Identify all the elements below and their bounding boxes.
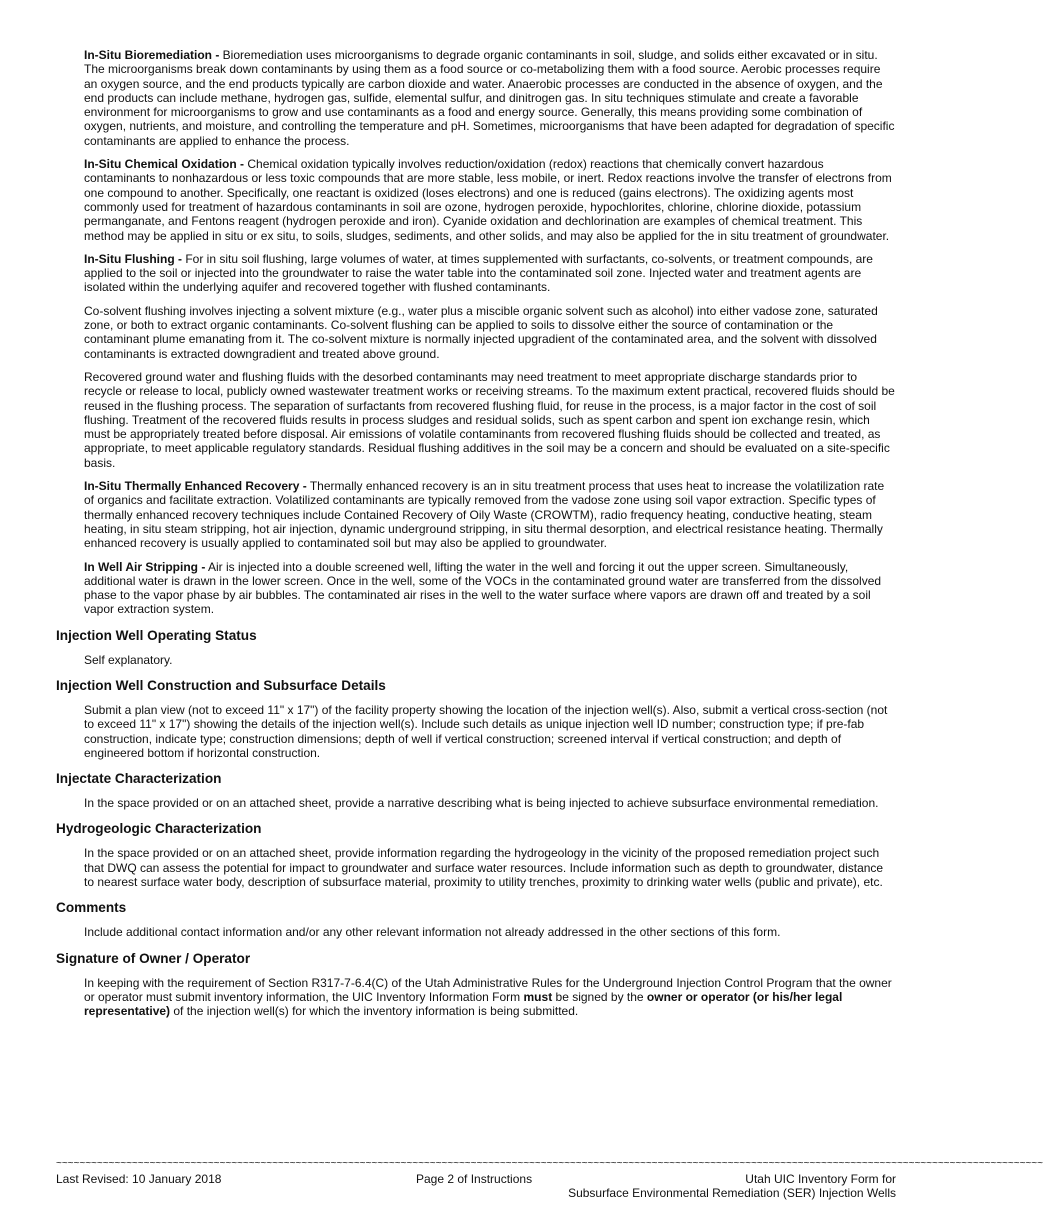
section-heading-construction: Injection Well Construction and Subsurface Details [56,677,386,693]
section-text-injectate: In the space provided or on an attached sheet, provide a narrative describing what is being injected to achieve subsurface environmental remediation. [84,796,879,811]
paragraph-text: Co-solvent flushing involves injecting a solvent mixture (e.g., water plus a miscible organic solvent such as alcohol) into either vadose zone, saturated zone, or both to extract organic contaminants. Co-solvent flushing can be applied to soils to dissolve either the source of contamination or the contaminant plume emanating from it. The co-solvent mixture is normally injected upgradient of the contaminated area, and the solvent with dissolved contaminants is extracted downgradient and treated above ground. [84,303,878,361]
paragraph-text: Recovered ground water and flushing fluids with the desorbed contaminants may need treatment to meet appropriate discharge standards prior to recycle or release to local, publicly owned wastewater treatment works or receiving streams. To the maximum extent practical, recovered fluids should be reused in the flushing process. The separation of surfactants from recovered flushing fluid, for reuse in the process, is a major factor in the cost of soil flushing. Treatment of the recovered fluids results in process sludges and residual solids, such as spent carbon and spent ion exchange resin, which must be appropriately treated before disposal. Air emissions of volatile contaminants from recovered flushing fluids should be collected and treated, as appropriate, to meet applicable regulatory standards. Residual flushing additives in the soil may be a concern and should be evaluated on a site-specific basis. [84,369,895,470]
paragraph-recovered-water [84,370,896,470]
paragraph-title: In-Situ Chemical Oxidation - [84,157,245,172]
paragraph-text: Bioremediation uses microorganisms to degrade organic contaminants in soil, sludge, and solids either excavated or in situ. The microorganisms break down contaminants by using them as a food source or co-metabolizing them with a food source. Aerobic processes require an oxygen source, and the end products typically are carbon dioxide and water. Anaerobic processes are conducted in the absence of oxygen, and the end products can include methane, hydrogen gas, sulfide, elemental sulfur, and dinitrogen gas. In situ techniques stimulate and create a favorable environment for microorganisms to grow and use contaminants as a food and energy source. Generally, this means providing some combination of oxygen, nutrients, and moisture, and controlling the temperature and pH. Sometimes, microorganisms that have been adapted for degradation of specific contaminants are applied to enhance the process. [84,48,895,148]
section-text-hydrogeologic: In the space provided or on an attached sheet, provide information regarding the hydrogeology in the vicinity of the proposed remediation project such that DWQ can assess the potential for impact to groundwater and surface water resources. Include information such as depth to groundwater, distance to nearest surface water body, description of subsurface material, proximity to utility trenches, proximity to drinking water wells (public and private), etc. [84,846,884,890]
signature-text: of the injection well(s) for which the inventory information is being submitted. [170,1004,579,1019]
paragraph-title: In Well Air Stripping - [84,559,206,574]
footer-form-title [568,1172,896,1200]
paragraph-bioremediation [84,48,896,148]
signature-text: In keeping with the requirement of Section R317-7-6.4(C) of the Utah Administrative Rules for the Underground Injection Control Program that the owner or operator must submit inventory information, the UIC Inventory Information Form [84,975,892,1004]
section-text-signature [84,976,896,1019]
paragraph-title: In-Situ Flushing - [84,251,182,266]
section-heading-injectate: Injectate Characterization [56,771,222,787]
section-heading-operating-status: Injection Well Operating Status [56,627,257,643]
section-heading-comments: Comments [56,900,127,916]
footer-form-title-line1: Utah UIC Inventory Form for [745,1172,896,1186]
document-body [56,48,896,1028]
section-text-operating-status: Self explanatory. [84,652,173,667]
signature-emphasis: owner or operator (or his/her legal representative) [84,989,843,1019]
footer-page-number: Page 2 of Instructions [416,1172,533,1186]
signature-emphasis: must [523,989,553,1004]
footer-row [56,1172,896,1202]
paragraph-air-stripping [84,560,896,617]
paragraph-co-solvent [84,304,896,361]
signature-text: be signed by the [552,989,647,1004]
page-footer [56,1158,1043,1202]
paragraph-text: For in situ soil flushing, large volumes of water, at times supplemented with surfactants, co-solvents, or treatment compounds, are applied to the soil or injected into the groundwater to raise the water table into the contaminated soil zone. Injected water and treatment agents are isolated within the underlying aquifer and recovered together with flushed contaminants. [84,251,873,295]
paragraph-text: Thermally enhanced recovery is an in situ treatment process that uses heat to increase the volatilization rate of organics and facilitate extraction. Volatilized contaminants are typically removed from the vadose zone using soil vapor extraction. Specific types of thermally enhanced recovery techniques include Contained Recovery of Oily Waste (CROWTM), radio frequency heating, conductive heating, steam heating, in situ steam stripping, hot air injection, dynamic underground stripping, in situ thermal desorption, and electrical resistance heating. Thermally enhanced recovery is usually applied to contaminated soil but may also be applied to groundwater. [84,479,885,551]
paragraph-text: Chemical oxidation typically involves reduction/oxidation (redox) reactions that chemically convert hazardous contaminants to nonhazardous or less toxic compounds that are more stable, less mobile, or inert. Redox reactions involve the transfer of electrons from one compound to another. Specifically, one reactant is oxidized (loses electrons) and one is reduced (gains electrons). The oxidizing agents most commonly used for treatment of hazardous contaminants in soil are ozone, hydrogen peroxide, hypochlorites, chlorine, chlorine dioxide, potassium permanganate, and Fentons reagent (hydrogen peroxide and iron). Cyanide oxidation and dechlorination are examples of chemical treatment. This method may be applied in situ or ex situ, to soils, sludges, sediments, and other solids, and may also be applied for the in situ treatment of groundwater. [84,157,892,243]
section-text-construction: Submit a plan view (not to exceed 11" x 17") of the facility property showing the location of the injection well(s). Also, submit a vertical cross-section (not to exceed 11" x 17") showing the details of the injection well(s). Include such details as unique injection well ID number; construction type; if pre-fab construction, indicate type; construction dimensions; depth of well if vertical construction; screened interval if vertical construction; and depth of engineered bottom if horizontal construction. [84,702,888,760]
section-text-comments: Include additional contact information and/or any other relevant information not already addressed in the other sections of this form. [84,925,781,940]
paragraph-title: In-Situ Bioremediation - [84,48,220,62]
paragraph-title: In-Situ Thermally Enhanced Recovery - [84,479,307,494]
paragraph-chemical-oxidation [84,157,896,243]
footer-form-title-line2: Subsurface Environmental Remediation (SER) Injection Wells [568,1186,896,1200]
paragraph-flushing [84,252,896,295]
paragraph-text: Air is injected into a double screened well, lifting the water in the well and forcing it out the upper screen. Simultaneously, additional water is drawn in the lower screen. Once in the well, some of the VOCs in the contaminated ground water are transferred from the dissolved phase to the vapor phase by air bubbles. The contaminated air rises in the well to the water surface where vapors are drawn off and treated by a soil vapor extraction system. [84,559,882,617]
footer-last-revised: Last Revised: 10 January 2018 [56,1172,222,1186]
footer-divider: ~~~~~~~~~~~~~~~~~~~~~~~~~~~~~~~~~~~~~~~~~~~~~~~~~~~~~~~~~~~~~~~~~~~~~~~~~~~~~~~~~~~~~~~~~~~~~~~~~~~~~~~~~~~~~~~~~~~~~~~~~~~~~~~~~~~~~~~~~~~~~~~~~~~~~~~~~~~~~~~~~~~~~~~~~ [56,1158,1043,1169]
paragraph-thermal-recovery [84,479,896,550]
section-heading-signature: Signature of Owner / Operator [56,950,251,966]
section-heading-hydrogeologic: Hydrogeologic Characterization [56,821,262,837]
